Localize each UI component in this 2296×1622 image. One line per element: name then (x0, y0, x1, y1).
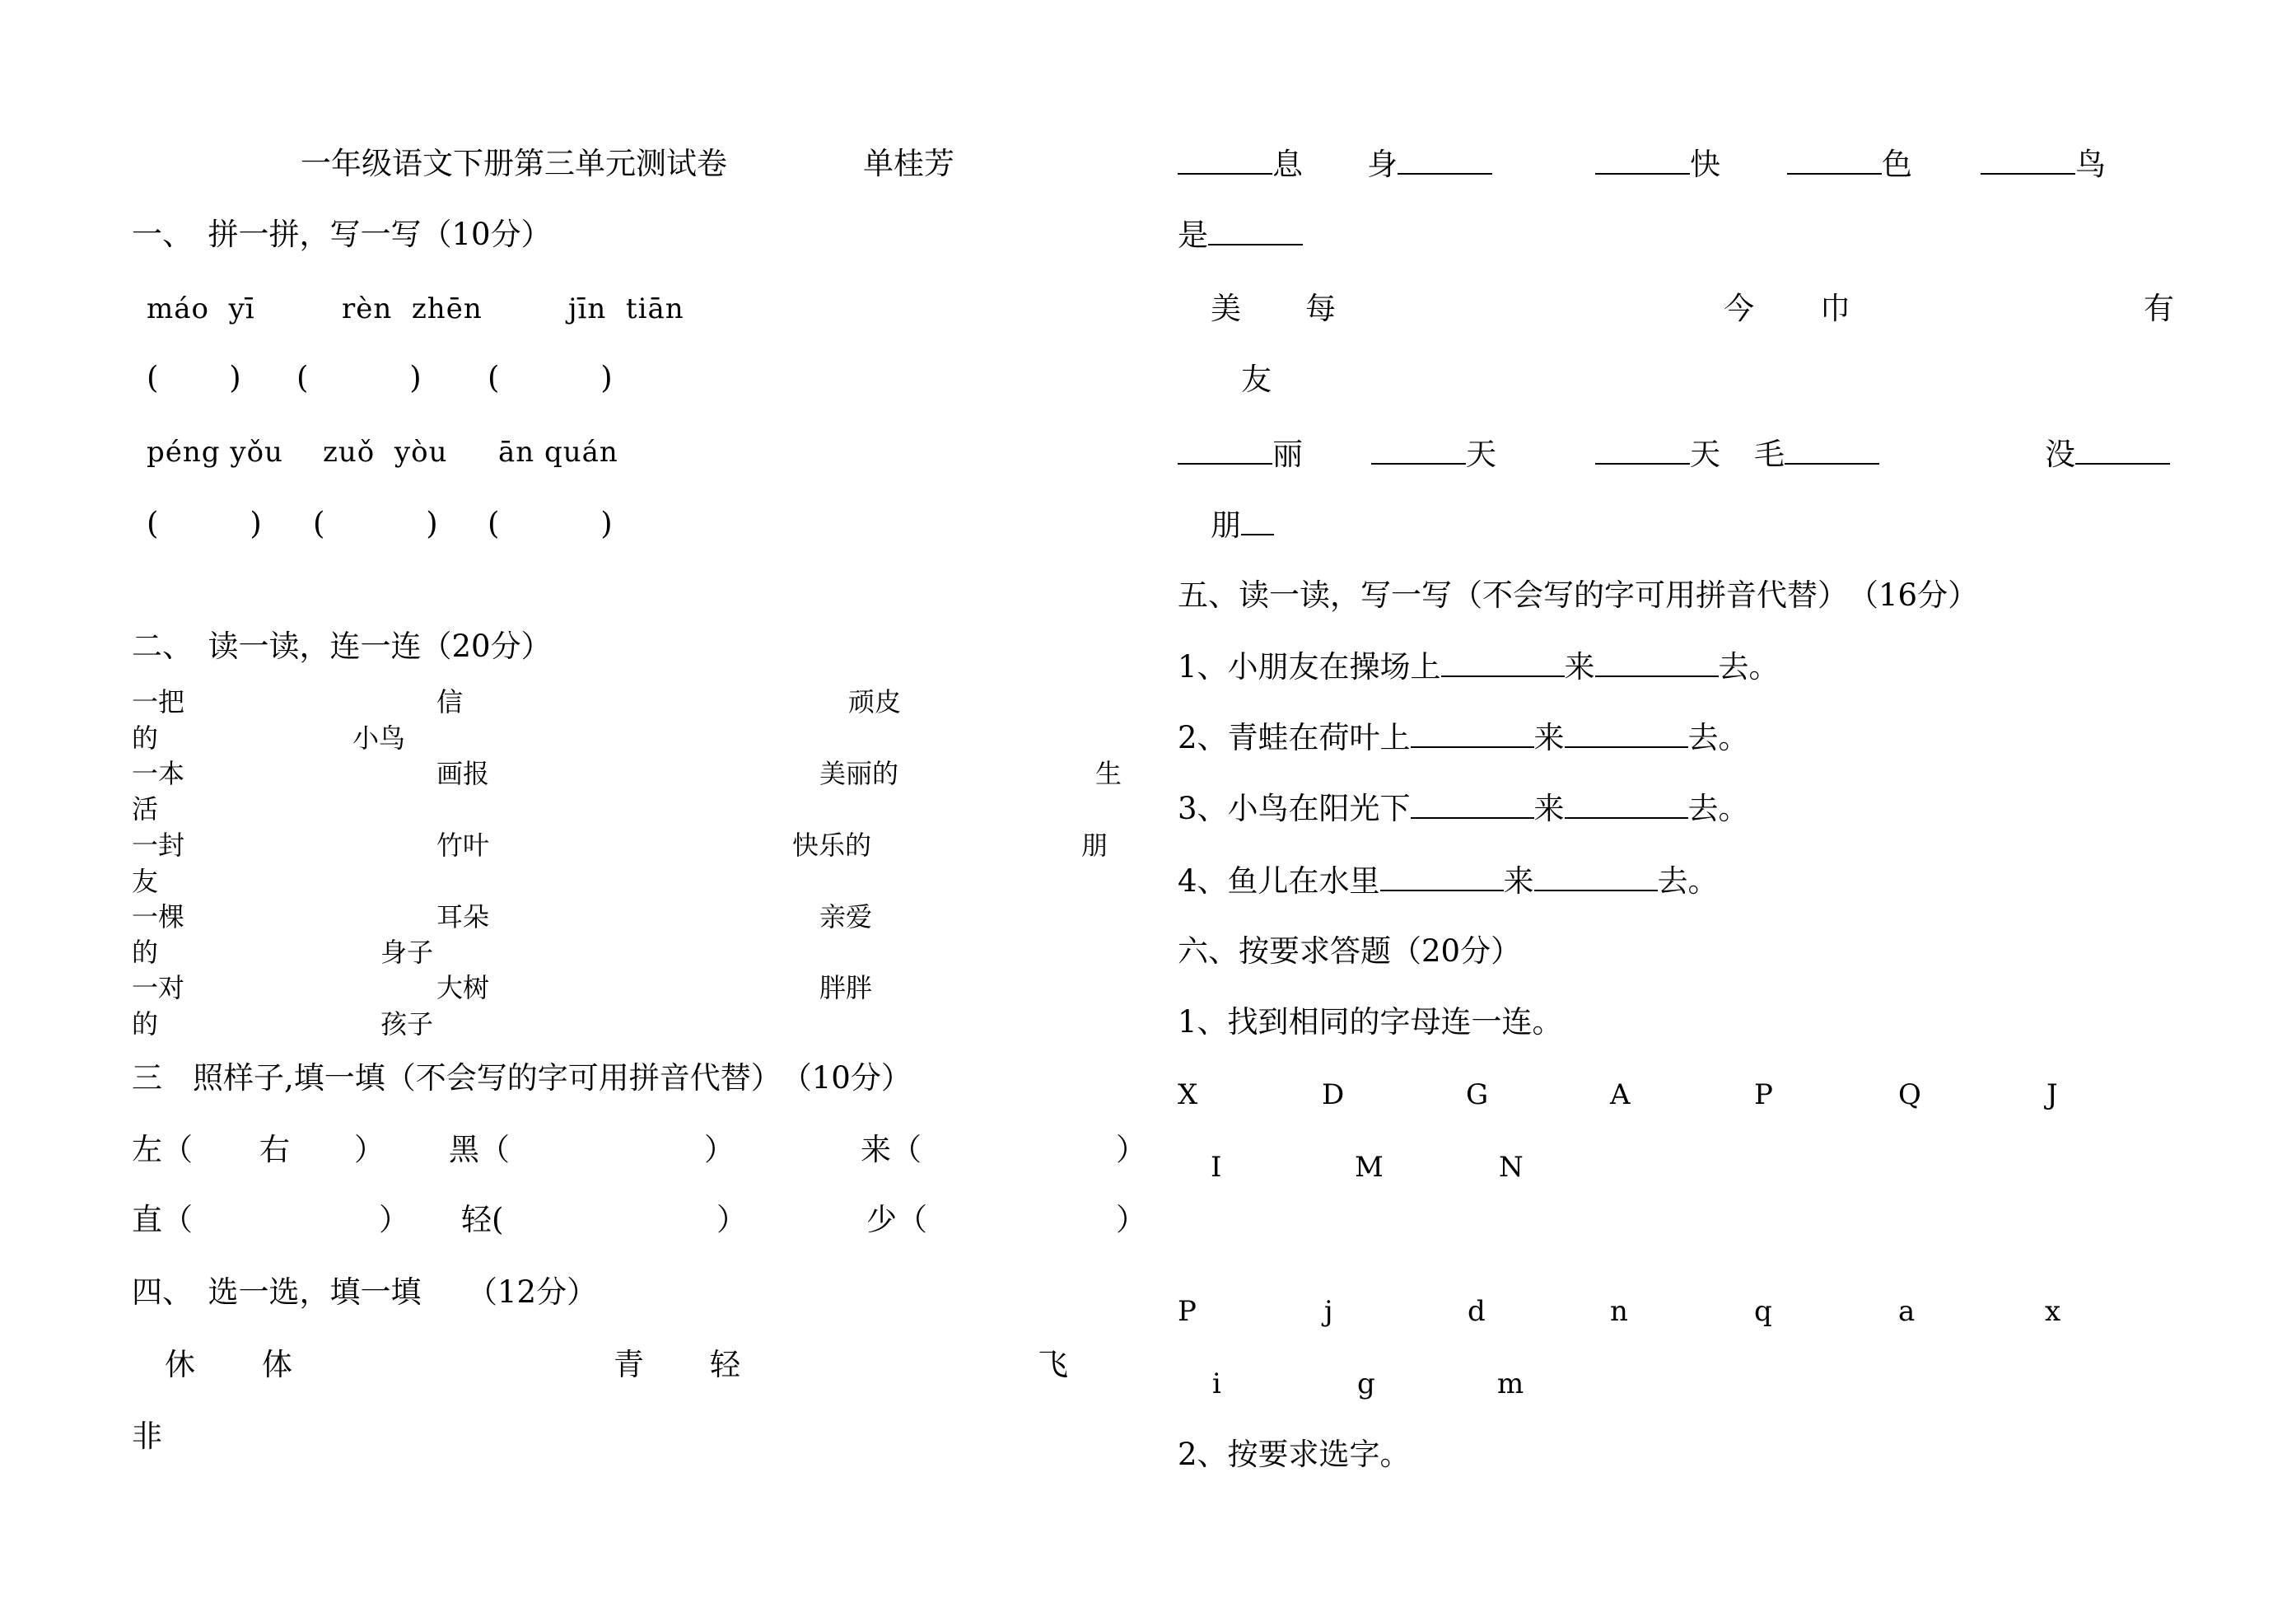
fill-item[interactable]: 天 (1595, 438, 1720, 470)
answer-bracket[interactable]: ( ) (147, 360, 241, 395)
fill-item[interactable]: 鸟 (1981, 148, 2106, 180)
section-2-heading: 二、 读一读，连一连（20分） (132, 629, 552, 664)
choice-char: 巾 (1820, 291, 1850, 326)
fill-item[interactable]: 色 (1787, 148, 1912, 180)
match-item[interactable]: 大树 (436, 972, 490, 1003)
bracket-close: ） (379, 1202, 409, 1237)
choice-char: 体 (262, 1347, 292, 1382)
match-item[interactable]: 胖胖 (819, 972, 873, 1003)
author-name: 单桂芳 (863, 146, 954, 181)
bracket-close: ） (716, 1202, 747, 1237)
choice-char: 今 (1724, 291, 1754, 326)
letter-upper[interactable]: I (1211, 1151, 1223, 1184)
antonym-prompt[interactable]: 直（ (132, 1202, 193, 1237)
section-6-heading: 六、按要求答题（20分） (1178, 933, 1522, 969)
choice-char: 美 (1211, 291, 1241, 326)
letter-upper[interactable]: A (1610, 1078, 1631, 1111)
fill-item[interactable]: 没 (2045, 438, 2170, 470)
letter-lower[interactable]: m (1497, 1367, 1525, 1400)
choice-char: 非 (132, 1419, 162, 1454)
match-item[interactable]: 孩子 (380, 1008, 434, 1040)
choice-char: 轻 (710, 1347, 740, 1382)
letter-lower[interactable]: x (2045, 1295, 2062, 1328)
match-item-tail: 活 (132, 793, 159, 825)
letter-upper[interactable]: Q (1898, 1078, 1922, 1111)
bracket-close: ） (354, 1132, 385, 1167)
fill-item[interactable]: 朋 (1211, 509, 1274, 540)
letter-lower[interactable]: j (1324, 1295, 1334, 1328)
antonym-prompt[interactable]: 黑（ (449, 1132, 510, 1167)
section-4-heading: 四、 选一选，填一填 （12分） (132, 1274, 598, 1310)
section-3-heading: 三 照样子,填一填（不会写的字可用拼音代替） （10分） (132, 1060, 912, 1096)
match-item[interactable]: 顽皮 (848, 686, 902, 718)
letter-upper[interactable]: D (1322, 1078, 1346, 1111)
section-5-heading: 五、读一读，写一写（不会写的字可用拼音代替） （16分） (1178, 577, 1979, 613)
match-item[interactable]: 生 (1095, 758, 1122, 789)
match-item-tail: 友 (132, 866, 159, 897)
letter-lower[interactable]: q (1754, 1295, 1773, 1328)
bracket-close: ） (704, 1132, 735, 1167)
pinyin-4: péng yǒu (147, 436, 283, 469)
match-item[interactable]: 一封 (132, 830, 185, 861)
choice-char: 休 (165, 1347, 195, 1382)
section-1-heading: 一、 拼一拼，写一写（10分） (132, 217, 552, 252)
antonym-prompt[interactable]: 少（ (866, 1202, 927, 1237)
choice-char: 每 (1305, 291, 1336, 326)
choice-char: 有 (2144, 291, 2174, 326)
sentence-item[interactable]: 2、青蛙在荷叶上 来 去。 (1178, 720, 1749, 755)
match-item[interactable]: 信 (436, 686, 464, 718)
exam-title: 一年级语文下册第三单元测试卷 (301, 146, 727, 181)
answer-bracket[interactable]: ( ) (313, 506, 438, 541)
sentence-item[interactable]: 3、小鸟在阳光下 来 去。 (1178, 791, 1749, 826)
fill-item[interactable]: 息 (1178, 148, 1303, 180)
fill-item[interactable]: 快 (1595, 148, 1720, 180)
example-left: 左（ (132, 1132, 193, 1167)
letter-upper[interactable]: N (1499, 1151, 1524, 1184)
letter-lower[interactable]: a (1898, 1295, 1916, 1328)
letter-lower[interactable]: g (1357, 1367, 1376, 1400)
pinyin-1: máo yī (147, 292, 255, 325)
match-item[interactable]: 竹叶 (436, 830, 490, 861)
fill-item[interactable]: 身 (1367, 148, 1492, 180)
match-item[interactable]: 朋 (1081, 830, 1108, 861)
match-item[interactable]: 美丽的 (819, 758, 899, 789)
antonym-prompt[interactable]: 来（ (861, 1132, 922, 1167)
example-answer: 右 (259, 1132, 290, 1167)
bracket-close: ） (1116, 1132, 1146, 1167)
letter-upper[interactable]: J (2046, 1078, 2059, 1111)
answer-bracket[interactable]: ( ) (488, 360, 613, 395)
match-item[interactable]: 快乐的 (792, 830, 872, 861)
match-item[interactable]: 小鸟 (352, 722, 406, 754)
bracket-close: ） (1116, 1202, 1146, 1237)
match-item[interactable]: 一棵 (132, 901, 185, 933)
letter-upper[interactable]: X (1178, 1078, 1199, 1111)
fill-item[interactable]: 天 (1371, 438, 1496, 470)
letter-lower[interactable]: P (1178, 1295, 1197, 1328)
choice-char: 青 (614, 1347, 644, 1382)
match-item[interactable]: 亲爱 (819, 901, 873, 933)
sentence-item[interactable]: 4、鱼儿在水里 来 去。 (1178, 863, 1719, 899)
letter-upper[interactable]: G (1466, 1078, 1490, 1111)
match-item[interactable]: 一本 (132, 758, 185, 789)
sentence-item[interactable]: 1、小朋友在操场上 来 去。 (1178, 649, 1780, 685)
match-item-tail: 的 (132, 722, 159, 754)
question-2: 2、按要求选字。 (1178, 1437, 1411, 1472)
letter-lower[interactable]: n (1610, 1295, 1629, 1328)
answer-bracket[interactable]: ( ) (147, 506, 262, 541)
fill-item[interactable]: 丽 (1178, 438, 1303, 470)
choice-char: 友 (1241, 362, 1272, 397)
antonym-prompt[interactable]: 轻( (461, 1202, 504, 1237)
letter-lower[interactable]: d (1468, 1295, 1486, 1328)
question-1: 1、找到相同的字母连一连。 (1178, 1004, 1563, 1040)
match-item-tail: 的 (132, 937, 159, 968)
letter-upper[interactable]: M (1355, 1151, 1384, 1184)
answer-bracket[interactable]: ( ) (488, 506, 613, 541)
match-item-tail: 的 (132, 1008, 159, 1040)
match-item[interactable]: 画报 (436, 758, 490, 789)
fill-item[interactable]: 是 (1178, 219, 1303, 250)
letter-lower[interactable]: i (1212, 1367, 1222, 1400)
fill-item[interactable]: 毛 (1754, 438, 1879, 470)
letter-upper[interactable]: P (1754, 1078, 1774, 1111)
match-item[interactable]: 一把 (132, 686, 185, 718)
choice-char: 飞 (1038, 1347, 1068, 1382)
pinyin-5: zuǒ yòu (323, 436, 448, 469)
answer-bracket[interactable]: ( ) (296, 360, 422, 395)
match-item[interactable]: 一对 (132, 972, 185, 1003)
pinyin-6: ān quán (498, 436, 618, 469)
pinyin-3: jīn tiān (568, 292, 684, 325)
match-item[interactable]: 身子 (380, 937, 434, 968)
pinyin-2: rèn zhēn (342, 292, 483, 325)
match-item[interactable]: 耳朵 (436, 901, 490, 933)
